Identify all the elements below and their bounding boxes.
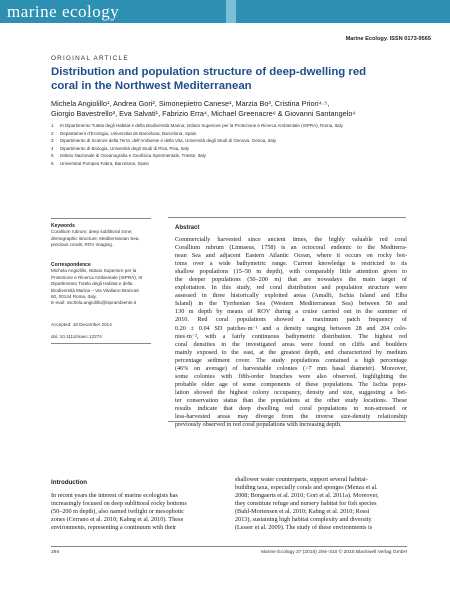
body-line: (Buhl-Mortensen et al. 2010; Kahng et al. 2010; Rossi (235, 508, 370, 516)
abstract-line: probable older age of some components of these populations. The Ischia popu- (175, 380, 407, 388)
affiliation-text: Istituto Nazionale di Oceanografia e Geofisica Sperimentale, Trieste, Italy (60, 153, 206, 159)
affiliation-text: Dipartimento di Biologia, Università degli Studi di Pisa, Pisa, Italy (60, 145, 190, 151)
affiliation-text: Departament d’Ecologia, Universitat de Barcelona, Barcelona, Spain (60, 130, 197, 136)
abstract-line: toms over a wide bathymetric range. Current knowledge is restricted to its (175, 260, 407, 268)
affiliation-number: 3 (51, 138, 54, 144)
correspondence-block (51, 262, 151, 307)
body-line: (50–200 m depth), also named twilight or mesophotic (51, 508, 185, 516)
abstract-line: Island) in the Tyrrhenian Sea (Western Mediterranean Sea) between 50 and (175, 300, 407, 308)
author-line: Giorgio Bavestrello³, Eva Salvati¹, Fabrizio Erra⁴, Michael Greenacre⁶ & Giovanni Santangelo⁴ (51, 109, 356, 118)
affiliation-text: Universitat Pompeu Fabra, Barcelona, Spain (60, 160, 150, 166)
correspondence-line: Protezione e Ricerca Ambientale (ISPRA), III (51, 274, 143, 280)
journal-banner (0, 0, 450, 23)
abstract-line: 130 m depth by means of ROV during a cruise carried out in the summer of (175, 308, 407, 316)
page-number: 294 (51, 550, 60, 555)
abstract-line: lation showed the highest colony occupancy, density and size, suggesting a bet- (175, 388, 407, 396)
footer-rule (51, 546, 407, 547)
abstract-line: assessed in three historically exploited areas (Amalfi, Ischia Island and Elba (175, 292, 407, 300)
banner-accent-bar (226, 0, 236, 23)
sidebar-divider (51, 343, 151, 344)
abstract-line: (46% on average) of harvestable colonies (>7 mm basal diameter). Moreover, (175, 364, 407, 372)
affiliation-text: Dipartimento di Scienze della Terra, dell’Ambiente e della Vita, Università degli Studi di Genova, Genoa, Italy (60, 138, 276, 144)
article-type: ORIGINAL ARTICLE (51, 55, 129, 62)
body-line: zones (Cerrano et al. 2010; Kahng et al. 2010). These (51, 516, 184, 524)
abstract-line: Commercially harvested since ancient times, the highly valuable red coral (175, 236, 407, 243)
abstract-line: percentage sediment cover. The study populations contained a high percentage (175, 356, 407, 364)
keywords-line: precious corals; ROV imaging. (51, 242, 114, 248)
abstract-line: ter conservation status than the populations at the other study locations. These (175, 396, 407, 404)
correspondence-line: 60, 00144 Roma, Italy. (51, 294, 97, 300)
body-line: environments, representing a continuum with their (51, 524, 177, 532)
introduction-right-column (235, 476, 407, 532)
keywords-block (51, 223, 151, 249)
affiliation (51, 130, 431, 138)
introduction-left-column (51, 492, 215, 532)
article-title (51, 66, 411, 93)
abstract-line: exploitation. In this study, red coral distribution and population structure were (175, 284, 407, 292)
abstract-line: Corallium rubrum (Linnaeus, 1758) is an octocoral endemic to the Mediterra- (175, 244, 407, 252)
affiliation (51, 137, 431, 145)
abstract-line: shallow populations (15–50 m depth), with comparably little attention given to (175, 268, 407, 276)
body-line: (Lesser et al. 2009). The study of these environments is (235, 524, 373, 532)
affiliation-number: 4 (51, 145, 54, 151)
author-list (51, 99, 421, 119)
abstract-text (175, 236, 407, 429)
body-line: they constitute refuge and nursery habitat for fish species (235, 500, 377, 508)
affiliations (51, 122, 431, 168)
abstract-line: some colonies with fifth-order branches were also observed, highlighting the (175, 372, 407, 380)
affiliation-number: 5 (51, 153, 54, 159)
accepted-date: Accepted: 18 December 2014 (51, 322, 112, 327)
abstract-line: nean Sea and adjacent Eastern Atlantic Ocean, where it occurs on rocky bot- (175, 252, 407, 260)
body-line: increasingly focused on deep sublittoral rocky bottoms (51, 500, 187, 508)
correspondence-line[interactable]: E-mail: michela.angiolillo@isprambiente.it (51, 300, 137, 306)
correspondence-line: Dipartimento Tutela degli Habitat e della (51, 281, 133, 287)
correspondence-line: Michela Angiolillo, Istituto Superiore per la (51, 268, 137, 274)
abstract-line: coral densities in the investigated areas were found on cliffs and boulders (175, 340, 407, 348)
sidebar-divider (51, 218, 151, 219)
abstract-heading: Abstract (175, 225, 200, 231)
affiliation (51, 122, 431, 130)
introduction-heading: Introduction (51, 479, 88, 486)
abstract-line: 2010. Red coral populations showed a maximum patch frequency of (175, 316, 407, 324)
keywords-line: Corallium rubrum; deep sublittoral zone; (51, 229, 133, 235)
correspondence-line: Biodiversità Marina – Via Vitaliano Brancati (51, 287, 139, 293)
affiliation-number: 6 (51, 160, 54, 166)
footer-citation: Marine Ecology 37 (2016) 294–310 © 2015 Blackwell Verlag GmbH (260, 550, 407, 555)
doi-link[interactable]: doi: 10.1111/maec.12274 (51, 334, 102, 339)
abstract-line: the deeper populations (50–200 m) that are nowadays the main target of (175, 276, 407, 284)
body-line: 2013), sustaining high habitat complexity and diversity (235, 516, 372, 524)
journal-issn: Marine Ecology. ISSN 0173-9565 (345, 36, 431, 42)
affiliation (51, 160, 431, 168)
affiliation (51, 145, 431, 153)
journal-name: marine ecology (7, 2, 120, 21)
affiliation-text: III Dipartimento Tutela degli Habitat e della Biodiversità Marina; Istituto Superiore per la Protezione e Ricerca Ambientale (ISPRA), Roma, Italy (60, 123, 343, 128)
keywords-heading: Keywords (51, 223, 75, 229)
affiliation-number: 2 (51, 130, 54, 136)
affiliation (51, 152, 431, 160)
body-line: 2008; Bongaerts et al. 2010; Gori et al. 2011a). Moreover, (235, 492, 379, 500)
body-line: shallower water counterparts, support several habitat- (235, 476, 368, 483)
affiliation-number: 1 (51, 123, 54, 128)
abstract-line: nies·m⁻², with a fairly continuous bathymetric distribution. The highest red (175, 332, 407, 340)
author-line: Michela Angiolillo¹, Andrea Gori², Simonepietro Canese¹, Marzia Bo³, Cristina Priori⁴·⁵, (51, 99, 330, 108)
abstract-line: 0.20 ± 0.04 SD patches·m⁻¹ and a density ranging between 28 and 204 colo- (175, 324, 407, 332)
keywords-line: demographic structure; Mediterranean Sea; (51, 235, 140, 241)
body-line: building taxa, especially corals and sponges (Menza et al. (235, 484, 378, 492)
abstract-line: less-harvested areas may diverge from the inverse size-density relationship (175, 413, 407, 421)
body-line: In recent years the interest of marine ecologists has (51, 492, 178, 499)
abstract-line: results indicate that deep dwelling red coral populations in non-stressed or (175, 404, 407, 412)
abstract-line: previously observed in red coral populations with increasing depth. (175, 421, 342, 429)
correspondence-heading: Correspondence (51, 262, 91, 268)
title-line: coral in the Northwest Mediterranean (51, 79, 252, 92)
title-line: Distribution and population structure of deep-dwelling red (51, 66, 367, 78)
abstract-line: mainly exposed to the east, at the greatest depth, and characterized by medium (175, 348, 407, 356)
